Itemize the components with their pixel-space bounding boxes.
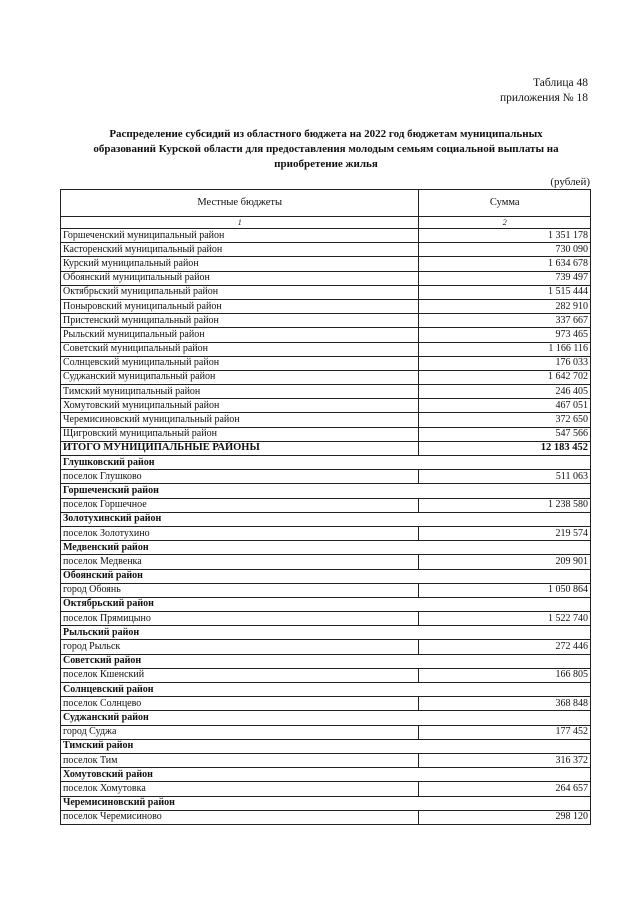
budget-name: Рыльский муниципальный район	[61, 328, 419, 342]
district-heading-row	[61, 569, 591, 583]
budget-sum: 1 642 702	[419, 370, 591, 384]
settlement-name: поселок Солнцево	[61, 697, 419, 711]
settlement-sum: 219 574	[419, 526, 591, 540]
settlement-sum: 177 452	[419, 725, 591, 739]
table-row	[61, 385, 591, 399]
table-row	[61, 753, 591, 767]
settlement-sum: 264 657	[419, 782, 591, 796]
district-heading-row	[61, 654, 591, 668]
subsidy-table	[60, 189, 591, 825]
settlement-name: поселок Черемисиново	[61, 810, 419, 824]
table-row	[61, 612, 591, 626]
budget-name: Солнцевский муниципальный район	[61, 356, 419, 370]
district-name: Рыльский район	[61, 626, 591, 640]
district-name: Советский район	[61, 654, 591, 668]
table-row	[61, 285, 591, 299]
settlement-name: поселок Горшечное	[61, 498, 419, 512]
table-row	[61, 328, 591, 342]
budget-sum: 739 497	[419, 271, 591, 285]
budget-sum: 1 351 178	[419, 229, 591, 243]
budget-name: Поныровский муниципальный район	[61, 299, 419, 313]
table-row	[61, 243, 591, 257]
units-label: (рублей)	[550, 176, 590, 188]
budget-sum: 467 051	[419, 399, 591, 413]
settlement-name: поселок Кшенский	[61, 668, 419, 682]
settlement-sum: 368 848	[419, 697, 591, 711]
table-row	[61, 229, 591, 243]
district-heading-row	[61, 541, 591, 555]
district-name: Солнцевский район	[61, 683, 591, 697]
budget-name: Щигровский муниципальный район	[61, 427, 419, 441]
district-name: Хомутовский район	[61, 768, 591, 782]
document-title: Распределение субсидий из областного бюджета на 2022 год бюджетам муниципальных образований Курской области для предоставления молодым семьям социальной выплаты на приобретение жилья	[93, 128, 559, 170]
budget-sum: 176 033	[419, 356, 591, 370]
budget-name: Черемисиновский муниципальный район	[61, 413, 419, 427]
settlement-name: поселок Прямицыно	[61, 612, 419, 626]
district-heading-row	[61, 711, 591, 725]
settlement-sum: 166 805	[419, 668, 591, 682]
settlement-name: поселок Глушково	[61, 470, 419, 484]
budget-sum: 1 634 678	[419, 257, 591, 271]
budget-sum: 730 090	[419, 243, 591, 257]
table-row	[61, 370, 591, 384]
district-heading-row	[61, 626, 591, 640]
district-name: Черемисиновский район	[61, 796, 591, 810]
budget-sum: 1 515 444	[419, 285, 591, 299]
column-header-budgets: Местные бюджеты	[61, 190, 419, 217]
budget-sum: 547 566	[419, 427, 591, 441]
settlement-name: поселок Хомутовка	[61, 782, 419, 796]
settlement-sum: 511 063	[419, 470, 591, 484]
district-heading-row	[61, 484, 591, 498]
district-name: Суджанский район	[61, 711, 591, 725]
settlement-sum: 1 522 740	[419, 612, 591, 626]
table-row	[61, 314, 591, 328]
settlement-sum: 1 238 580	[419, 498, 591, 512]
settlement-name: поселок Золотухино	[61, 526, 419, 540]
table-row	[61, 782, 591, 796]
district-name: Глушковский район	[61, 456, 591, 470]
district-heading-row	[61, 597, 591, 611]
table-row	[61, 427, 591, 441]
district-heading-row	[61, 739, 591, 753]
settlement-name: город Суджа	[61, 725, 419, 739]
column-index-1: 1	[61, 217, 419, 229]
table-row	[61, 299, 591, 313]
table-row	[61, 725, 591, 739]
table-number: Таблица 48	[533, 77, 588, 89]
settlement-name: поселок Тим	[61, 753, 419, 767]
column-index-2: 2	[419, 217, 591, 229]
table-row	[61, 555, 591, 569]
budget-sum: 337 667	[419, 314, 591, 328]
settlement-sum: 209 901	[419, 555, 591, 569]
settlement-sum: 1 050 864	[419, 583, 591, 597]
budget-sum: 372 650	[419, 413, 591, 427]
budget-name: Советский муниципальный район	[61, 342, 419, 356]
table-row	[61, 271, 591, 285]
district-heading-row	[61, 796, 591, 810]
budget-name: Пристенский муниципальный район	[61, 314, 419, 328]
district-name: Октябрьский район	[61, 597, 591, 611]
district-name: Обоянский район	[61, 569, 591, 583]
budget-sum: 973 465	[419, 328, 591, 342]
district-heading-row	[61, 512, 591, 526]
settlement-sum: 298 120	[419, 810, 591, 824]
table-row	[61, 697, 591, 711]
total-sum: 12 183 452	[419, 441, 591, 455]
total-row	[61, 441, 591, 455]
table-row	[61, 583, 591, 597]
total-label: ИТОГО МУНИЦИПАЛЬНЫЕ РАЙОНЫ	[61, 441, 419, 455]
table-row	[61, 257, 591, 271]
settlement-name: поселок Медвенка	[61, 555, 419, 569]
table-row	[61, 526, 591, 540]
budget-name: Горшеченский муниципальный район	[61, 229, 419, 243]
settlement-name: город Обоянь	[61, 583, 419, 597]
district-name: Золотухинский район	[61, 512, 591, 526]
table-header-row	[61, 190, 591, 217]
settlement-sum: 272 446	[419, 640, 591, 654]
district-name: Тимский район	[61, 739, 591, 753]
district-heading-row	[61, 683, 591, 697]
district-heading-row	[61, 456, 591, 470]
settlement-sum: 316 372	[419, 753, 591, 767]
district-heading-row	[61, 768, 591, 782]
column-header-sum: Сумма	[419, 190, 591, 217]
table-row	[61, 356, 591, 370]
table-row	[61, 399, 591, 413]
budget-name: Курский муниципальный район	[61, 257, 419, 271]
budget-sum: 246 405	[419, 385, 591, 399]
table-row	[61, 498, 591, 512]
budget-name: Тимский муниципальный район	[61, 385, 419, 399]
appendix-number: приложения № 18	[500, 92, 588, 104]
table-row	[61, 668, 591, 682]
column-index-row	[61, 217, 591, 229]
document-header	[500, 76, 588, 106]
budget-name: Обоянский муниципальный район	[61, 271, 419, 285]
budget-sum: 282 910	[419, 299, 591, 313]
budget-name: Хомутовский муниципальный район	[61, 399, 419, 413]
district-name: Горшеченский район	[61, 484, 591, 498]
settlement-name: город Рыльск	[61, 640, 419, 654]
table-row	[61, 342, 591, 356]
budget-name: Касторенский муниципальный район	[61, 243, 419, 257]
budget-name: Октябрьский муниципальный район	[61, 285, 419, 299]
table-row	[61, 640, 591, 654]
budget-sum: 1 166 116	[419, 342, 591, 356]
table-row	[61, 413, 591, 427]
budget-name: Суджанский муниципальный район	[61, 370, 419, 384]
table-row	[61, 810, 591, 824]
district-name: Медвенский район	[61, 541, 591, 555]
table-row	[61, 470, 591, 484]
